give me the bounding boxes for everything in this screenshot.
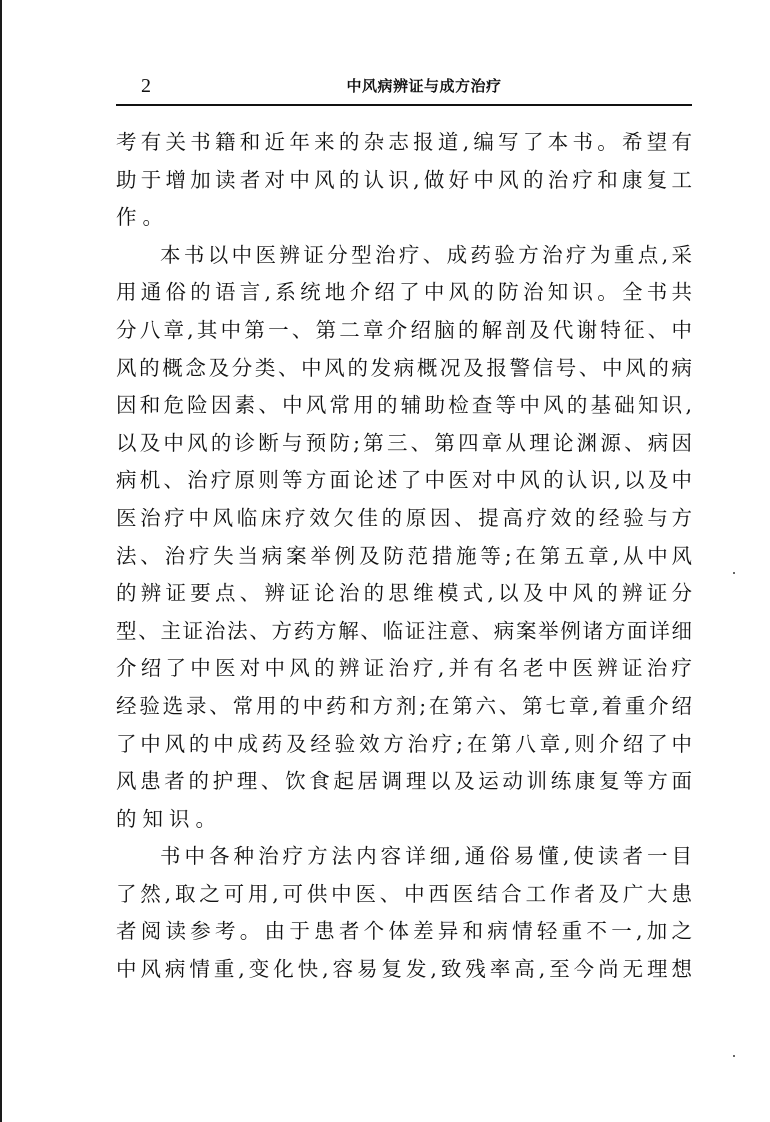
running-title: 中风病辨证与成方治疗 <box>346 77 502 95</box>
text-line: 的辨证要点、辨证论治的思维模式,以及中风的辨证分 <box>116 581 692 606</box>
text-line: 的知识。 <box>116 806 222 831</box>
text-line: 分八章,其中第一、第二章介绍脑的解剖及代谢特征、中 <box>116 317 692 342</box>
scan-speck <box>733 1055 735 1057</box>
text-line: 作。 <box>116 205 169 230</box>
text-line: 介绍了中医对中风的辨证治疗,并有名老中医辨证治疗 <box>116 656 692 681</box>
text-line: 型、主证治法、方药方解、临证注意、病案举例诸方面详细 <box>116 618 692 643</box>
text-line: 中风病情重,变化快,容易复发,致残率高,至今尚无理想 <box>116 957 692 982</box>
body-text <box>116 124 692 989</box>
text-line: 风患者的护理、饮食起居调理以及运动训练康复等方面 <box>116 769 692 794</box>
text-line: 以及中风的诊断与预防;第三、第四章从理论渊源、病因 <box>116 430 692 455</box>
text-line: 考有关书籍和近年来的杂志报道,编写了本书。希望有 <box>116 130 692 154</box>
text-line: 用通俗的语言,系统地介绍了中风的防治知识。全书共 <box>116 280 692 305</box>
text-line: 书中各种治疗方法内容详细,通俗易懂,使读者一目 <box>160 844 692 869</box>
text-line: 病机、治疗原则等方面论述了中医对中风的认识,以及中 <box>116 468 692 493</box>
text-line: 风的概念及分类、中风的发病概况及报警信号、中风的病 <box>116 355 692 380</box>
text-line: 因和危险因素、中风常用的辅助检查等中风的基础知识, <box>116 393 692 418</box>
header-rule <box>116 104 692 106</box>
text-line: 者阅读参考。由于患者个体差异和病情轻重不一,加之 <box>116 919 692 944</box>
text-line: 医治疗中风临床疗效欠佳的原因、提高疗效的经验与方 <box>116 505 692 530</box>
text-line: 本书以中医辨证分型治疗、成药验方治疗为重点,采 <box>160 242 692 267</box>
text-line: 法、治疗失当病案举例及防范措施等;在第五章,从中风 <box>116 543 692 568</box>
text-line: 了中风的中成药及经验效方治疗;在第八章,则介绍了中 <box>116 731 692 756</box>
page-left-border <box>0 0 2 1122</box>
text-line: 助于增加读者对中风的认识,做好中风的治疗和康复工 <box>116 167 692 192</box>
page-number: 2 <box>141 75 151 97</box>
text-line: 了然,取之可用,可供中医、中西医结合工作者及广大患 <box>116 881 692 906</box>
scan-speck <box>733 572 735 574</box>
text-line: 经验选录、常用的中药和方剂;在第六、第七章,着重介绍 <box>116 693 692 718</box>
page-header <box>116 70 692 104</box>
